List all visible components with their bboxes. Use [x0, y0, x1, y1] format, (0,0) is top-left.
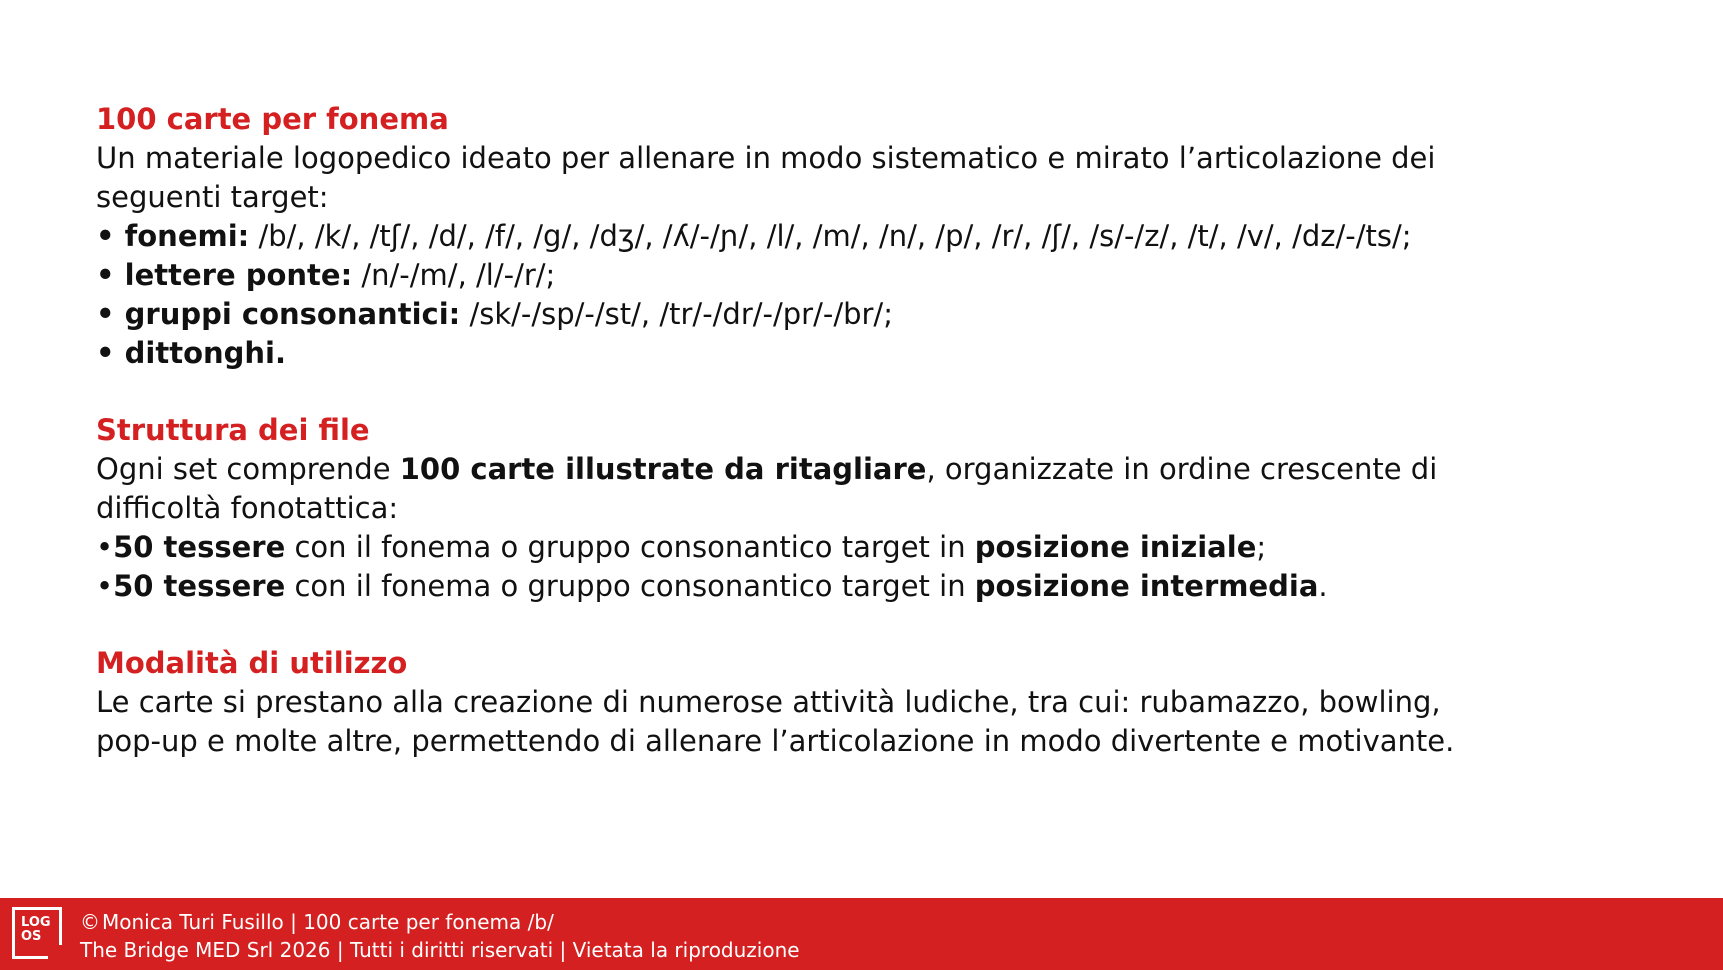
- bullet-marker: •: [96, 336, 125, 370]
- section-heading: Struttura dei file: [96, 413, 370, 447]
- bullet-marker: •: [96, 530, 114, 564]
- footer-author: Monica Turi Fusillo | 100 carte per fonema /b/: [102, 910, 554, 934]
- logo-corner-notch: [48, 945, 62, 959]
- bullet-marker: •: [96, 297, 125, 331]
- paragraph-line: [96, 450, 1686, 489]
- bullet-text: /b/, /k/, /tʃ/, /d/, /f/, /g/, /dʒ/, /ʎ/-/ɲ/, /l/, /m/, /n/, /p/, /r/, /ʃ/, /s/-/z/, /t/, /v/, /dz/-/ts/;: [249, 219, 1412, 253]
- text-span: Ogni set comprende: [96, 452, 400, 486]
- bullet-marker: •: [96, 569, 114, 603]
- logo-text: [21, 916, 51, 944]
- paragraph-line: difficoltà fonotattica:: [96, 491, 399, 525]
- logo-line: OS: [21, 929, 42, 944]
- bold-text: posizione iniziale: [974, 530, 1257, 564]
- bold-text: 50 tessere: [113, 569, 286, 603]
- bullet-label: gruppi consonantici:: [124, 297, 461, 331]
- bullet-marker: •: [96, 258, 125, 292]
- logo-line: LOG: [21, 915, 51, 930]
- text-span: , organizzate in ordine crescente di: [926, 452, 1438, 486]
- section-heading: Modalità di utilizzo: [96, 646, 408, 680]
- bold-text: posizione intermedia: [974, 569, 1319, 603]
- bullet-item: [96, 256, 1686, 295]
- bullet-label: fonemi:: [124, 219, 250, 253]
- text-span: con il fonema o gruppo consonantico target in: [285, 569, 975, 603]
- intro-text: seguenti target:: [96, 180, 329, 214]
- copyright-icon: ©: [80, 910, 100, 934]
- text-span: .: [1318, 569, 1328, 603]
- bullet-item: [96, 295, 1686, 334]
- main-content: [96, 100, 1686, 799]
- text-span: ;: [1256, 530, 1267, 564]
- bullet-label: lettere ponte:: [124, 258, 353, 292]
- bullet-item: [96, 334, 1686, 373]
- paragraph-line: Le carte si prestano alla creazione di numerose attività ludiche, tra cui: rubamazzo, bowling,: [96, 685, 1441, 719]
- section-overview: [96, 100, 1686, 373]
- section-heading: 100 carte per fonema: [96, 102, 449, 136]
- footer-bar: [0, 898, 1723, 970]
- bullet-item: [96, 567, 1686, 606]
- footer-line-1: [80, 908, 800, 936]
- bullet-item: [96, 217, 1686, 256]
- bullet-text: /n/-/m/, /l/-/r/;: [352, 258, 556, 292]
- bullet-marker: •: [96, 219, 125, 253]
- text-span: con il fonema o gruppo consonantico target in: [285, 530, 975, 564]
- footer-line-2: The Bridge MED Srl 2026 | Tutti i diritti riservati | Vietata la riproduzione: [80, 938, 800, 962]
- bold-text: 50 tessere: [113, 530, 286, 564]
- footer-credits: [80, 908, 800, 964]
- bullet-label: dittonghi.: [124, 336, 286, 370]
- paragraph-line: pop-up e molte altre, permettendo di allenare l’articolazione in modo divertente e motivante.: [96, 724, 1455, 758]
- section-usage: [96, 644, 1686, 761]
- bold-text: 100 carte illustrate da ritagliare: [399, 452, 927, 486]
- bullet-item: [96, 528, 1686, 567]
- logos-logo: [12, 907, 62, 959]
- section-file-structure: [96, 411, 1686, 606]
- bullet-text: /sk/-/sp/-/st/, /tr/-/dr/-/pr/-/br/;: [460, 297, 893, 331]
- intro-text: Un materiale logopedico ideato per allenare in modo sistematico e mirato l’articolazione dei: [96, 141, 1436, 175]
